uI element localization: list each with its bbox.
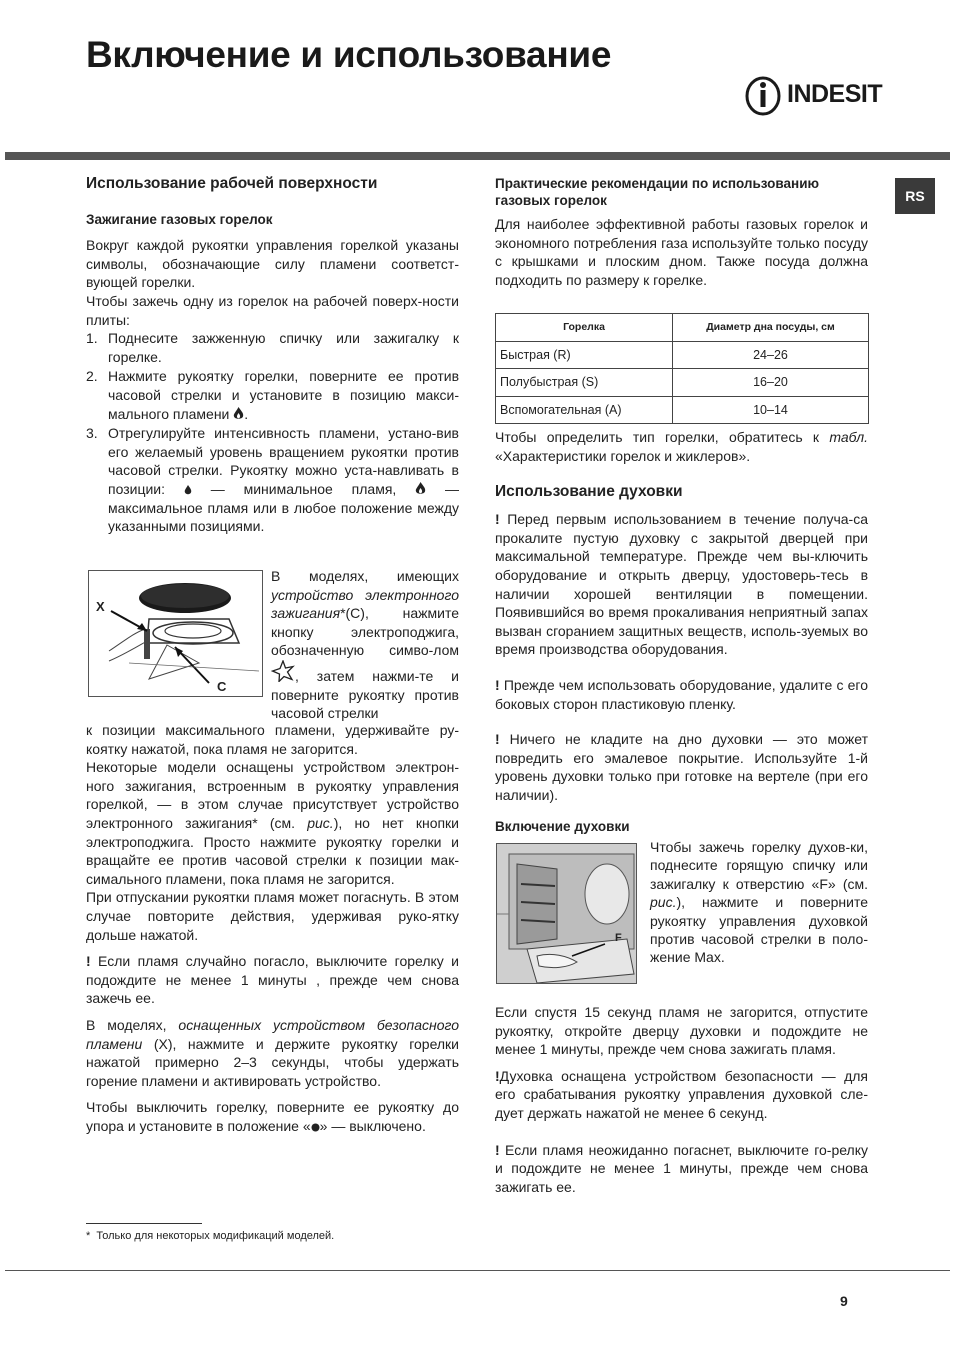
figure-label-c: C — [217, 679, 227, 694]
table-cell: 10–14 — [673, 396, 869, 424]
page-title: Включение и использование — [86, 34, 612, 75]
table-header-burner: Горелка — [496, 314, 673, 342]
table-row — [496, 396, 869, 424]
intro-paragraph-2: Чтобы зажечь одну из горелок на рабочей поверх-ности плиты: — [86, 292, 459, 328]
oven-warning-3: ! Ничего не кладите на дно духовки — это может повредить его эмалевое покрытие. Используйте 1-й уровень духовки только при готовке на вертеле (при его наличии). — [495, 731, 868, 803]
electronic-ignition-continuation: к позиции максимального пламени, удерживайте ру-коятку нажатой, пока пламя не загорится. — [86, 722, 459, 757]
bottom-divider — [5, 1270, 950, 1271]
off-dot-icon — [311, 1123, 320, 1132]
table-cell: 24–26 — [673, 341, 869, 369]
step-1: 1. Поднесите зажженную спичку или зажигалку к горелке. — [86, 330, 459, 365]
figure-label-x: X — [96, 599, 105, 614]
table-row — [496, 369, 869, 397]
table-cell: Полубыстрая (S) — [496, 369, 673, 397]
table-note: Чтобы определить тип горелки, обратитесь к табл. «Характеристики горелок и жиклеров». — [495, 429, 869, 464]
min-flame-icon — [184, 485, 192, 495]
table-cell: Быстрая (R) — [496, 341, 673, 369]
left-column — [86, 175, 459, 536]
oven-section-title: Использование духовки — [495, 482, 683, 500]
max-flame-icon — [233, 407, 244, 420]
subheading-ignition: Зажигание газовых горелок — [86, 211, 273, 227]
release-paragraph: При отпускании рукоятки пламя может погаснуть. В этом случае повторите действия, удерживая руко-ятку дольше нажатой. — [86, 889, 459, 943]
oven-illustration — [497, 844, 636, 983]
oven-ignition-figure — [496, 843, 637, 984]
burner-illustration — [89, 571, 262, 696]
footnote-rule — [86, 1223, 202, 1224]
turn-off-paragraph: Чтобы выключить горелку, поверните ее рукоятку до упора и установите в положение « » — выключено. — [86, 1099, 459, 1134]
spark-icon — [271, 660, 295, 682]
electronic-ignition-text: В моделях, имеющих устройство электронного зажигания*(C), нажмите кнопку электроподжига, обозначенную симво-лом , затем нажми-те и поверните рукоятку против часовой стрелки — [271, 568, 459, 722]
section-title-surface: Использование рабочей поверхности — [86, 175, 378, 192]
oven-warning-2: ! Прежде чем использовать оборудование, удалите с его боковых сторон пластиковую пленку. — [495, 676, 869, 712]
page-number: 9 — [840, 1293, 848, 1309]
oven-warning-1: ! Перед первым использованием в течение получа-са прокалите пустую духовку с закрытой дверцей при максимальной температуре. Прежде чем вы-ключить оборудование и открыть дверцу, удостоверь-тесь в наличии хорошей вентиляции в помещении. Появившийся во время прокаливания неприятный запах вызван сгоранием защитных веществ, исполь-зуемых во время производства оборудования. — [495, 511, 868, 658]
practical-paragraph: Для наиболее эффективной работы газовых горелок и экономного потребления газа используйте только посуду с крышками и плоским дном. Также посуда должна подходить по размеру к горелке. — [495, 216, 868, 288]
table-header-row — [496, 314, 869, 342]
language-tab: RS — [895, 178, 935, 214]
steps-list — [86, 329, 459, 536]
oven-figure-label-f: F — [615, 932, 622, 944]
table-row — [496, 341, 869, 369]
oven-warning-5: ! Если пламя неожиданно погаснет, выключите го-релку и подождите не менее 1 минуты, прежде чем снова зажигать ее. — [495, 1141, 868, 1195]
left-column-lower — [86, 721, 459, 1135]
oven-15-seconds-paragraph: Если спустя 15 секунд пламя не загорится, отпустите рукоятку, откройте дверцу духовки и подождите не менее 1 минуты, прежде чем снова зажигать пламя. — [495, 1004, 868, 1058]
table-header-diameter: Диаметр дна посуды, см — [673, 314, 869, 342]
oven-on-text: Чтобы зажечь горелку духов-ки, поднесите горящую спичку или зажигалку к отверстию «F» (см. рис.), нажмите и поверните рукоятку управления духовкой против часовой стрелки в поло-жение Max. — [650, 839, 868, 966]
footnote: * Только для некоторых модификаций моделей. — [86, 1230, 335, 1242]
oven-on-title: Включение духовки — [495, 819, 630, 835]
header-divider — [5, 152, 950, 160]
right-column-lower — [495, 1003, 868, 1196]
warning-flame-out: ! Если пламя случайно погасло, выключите горелку и подождите не менее 1 минуты , прежде чем снова зажечь ее. — [86, 953, 459, 1007]
oven-warning-4: !Духовка оснащена устройством безопасности — для его срабатывания рукоятку управления духовкой сле-дует держать нажатой не менее 6 секунд. — [495, 1067, 868, 1121]
table-cell: Вспомогательная (A) — [496, 396, 673, 424]
brand-name: INDESIT — [787, 80, 883, 108]
right-column — [495, 175, 868, 837]
step-2: 2. Нажмите рукоятку горелки, поверните ее против часовой стрелки и установите в позицию макси-мального пламени . — [86, 368, 459, 422]
indesit-logo — [745, 74, 905, 118]
burner-ignition-figure — [88, 570, 263, 697]
intro-paragraph-1: Вокруг каждой рукоятки управления горелкой указаны символы, обозначающие силу пламени соответст-вующей горелки. — [86, 237, 459, 291]
max-flame-icon — [415, 482, 426, 495]
step-3: 3. Отрегулируйте интенсивность пламени, устано-вив его желаемый уровень вращением рукоятки против часовой стрелки. Рукоятку можно уста-навливать в позиции: — минимальное пламя, — максимальное пламя или в любое положение между указанными позициями. — [86, 425, 460, 535]
practical-title: Практические рекомендации по использованию газовых горелок — [495, 176, 820, 208]
builtin-ignition-paragraph: Некоторые модели оснащены устройством электрон-ного зажигания, встроенным в рукоятку управления горелкой, — в этом случае присутствует устройство электронного зажигания* (см. рис.), но нет кнопки электроподжига. Просто нажмите рукоятку горелки и вращайте ее против часовой стрелки к позиции мак-симального пламени, пока пламя не загорится. — [86, 759, 460, 887]
burner-table — [495, 313, 869, 424]
safety-device-paragraph: В моделях, оснащенных устройством безопасного пламени (X), нажмите и держите рукоятку горелки нажатой примерно 2–3 секунды, чтобы удержать горение пламени и активировать устройство. — [86, 1016, 460, 1089]
table-cell: 16–20 — [673, 369, 869, 397]
